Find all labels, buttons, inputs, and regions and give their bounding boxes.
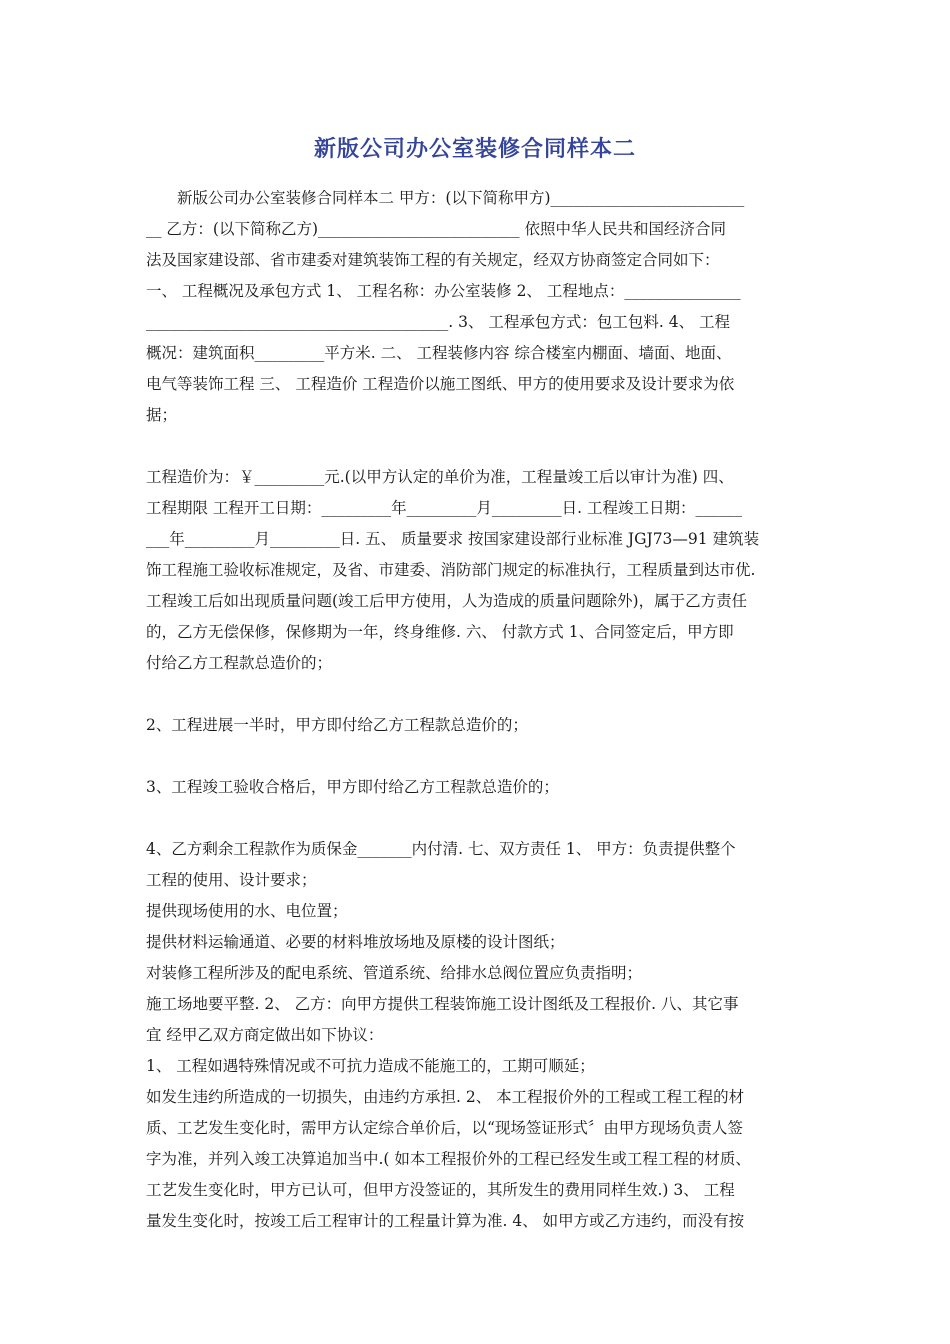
document-title: 新版公司办公室装修合同样本二 xyxy=(313,137,636,162)
text-line: 概况：建筑面积_________平方米. 二、 工程装修内容 综合楼室内棚面、墙面、地面、 xyxy=(146,344,732,362)
text-line: 一、 工程概况及承包方式 1、 工程名称：办公室装修 2、 工程地点：_______________ xyxy=(146,282,741,300)
text-line: 提供现场使用的水、电位置； xyxy=(146,902,348,920)
text-line: 工程造价为：￥_________元.(以甲方认定的单价为准，工程量竣工后以审计为准) 四、 xyxy=(146,468,734,486)
paragraph-gap xyxy=(146,741,806,772)
text-line: 字为准，并列入竣工决算追加当中.( 如本工程报价外的工程已经发生或工程工程的材质、 xyxy=(146,1150,751,1168)
text-line: 提供材料运输通道、必要的材料堆放场地及原楼的设计图纸； xyxy=(146,933,565,951)
paragraph-gap xyxy=(146,431,806,462)
text-line: 工程期限 工程开工日期：_________年_________月_________日. 工程竣工日期：______ xyxy=(146,499,743,517)
paragraph-gap xyxy=(146,803,806,834)
text-line: 施工场地要平整. 2、 乙方：向甲方提供工程装饰施工设计图纸及工程报价. 八、其它事 xyxy=(146,995,739,1013)
text-line: __ 乙方：(以下简称乙方)__________________________ 依照中华人民共和国经济合同 xyxy=(146,220,726,238)
text-line: 工艺发生变化时，甲方已认可，但甲方没签证的，其所发生的费用同样生效.) 3、 工程 xyxy=(146,1181,735,1199)
text-line: 质、工艺发生变化时，需甲方认定综合单价后，以“现场签证形式〞由甲方现场负责人签 xyxy=(146,1119,743,1137)
document-body xyxy=(146,183,806,1237)
text-line: 3、工程竣工验收合格后，甲方即付给乙方工程款总造价的； xyxy=(146,778,559,796)
text-line: 据； xyxy=(146,406,178,424)
text-line: 工程的使用、设计要求； xyxy=(146,871,317,889)
text-line: 量发生变化时，按竣工后工程审计的工程量计算为准. 4、 如甲方或乙方违约，而没有按 xyxy=(146,1212,745,1230)
text-line: 对装修工程所涉及的配电系统、管道系统、给排水总阀位置应负责指明； xyxy=(146,964,643,982)
text-line: 新版公司办公室装修合同样本二 甲方：(以下简称甲方)_________________________ xyxy=(146,189,745,207)
text-line: 电气等装饰工程 三、 工程造价 工程造价以施工图纸、甲方的使用要求及设计要求为依 xyxy=(146,375,735,393)
text-line: 4、乙方剩余工程款作为质保金_______内付清. 七、双方责任 1、 甲方：负责提供整个 xyxy=(146,840,736,858)
text-line: 如发生违约所造成的一切损失，由违约方承担. 2、 本工程报价外的工程或工程工程的材 xyxy=(146,1088,745,1106)
text-line: 2、工程进展一半时，甲方即付给乙方工程款总造价的； xyxy=(146,716,528,734)
paragraph-gap xyxy=(146,679,806,710)
text-line: 饰工程施工验收标准规定，及省、市建委、消防部门规定的标准执行，工程质量到达市优. xyxy=(146,561,756,579)
text-line: 工程竣工后如出现质量问题(竣工后甲方使用，人为造成的质量问题除外)，属于乙方责任 xyxy=(146,592,748,610)
text-line: 1、 工程如遇特殊情况或不可抗力造成不能施工的，工期可顺延； xyxy=(146,1057,595,1075)
text-line: ___年_________月_________日. 五、 质量要求 按国家建设部行业标准 JGJ73—91 建筑装 xyxy=(146,530,760,548)
text-line: 宜 经甲乙双方商定做出如下协议： xyxy=(146,1026,384,1044)
text-line: 付给乙方工程款总造价的； xyxy=(146,654,333,672)
text-line: _______________________________________. 3、 工程承包方式：包工包料. 4、 工程 xyxy=(146,313,731,331)
text-line: 法及国家建设部、省市建委对建筑装饰工程的有关规定，经双方协商签定合同如下： xyxy=(146,251,720,269)
text-line: 的，乙方无偿保修，保修期为一年，终身维修. 六、 付款方式 1、合同签定后，甲方即 xyxy=(146,623,734,641)
